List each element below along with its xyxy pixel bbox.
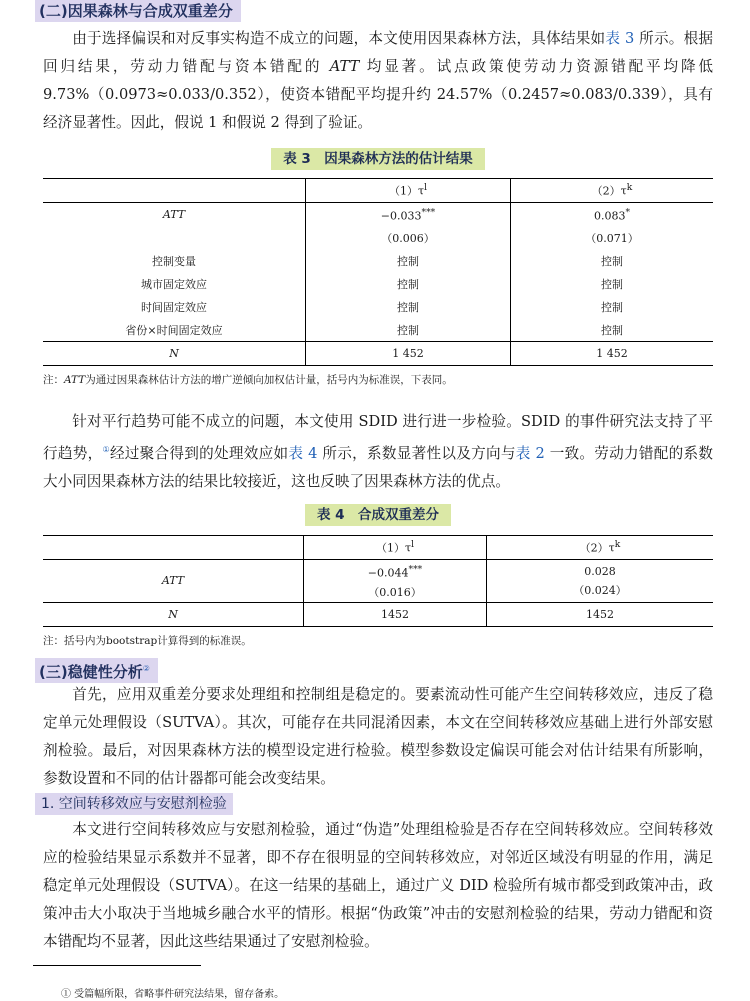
table-row: N 1 452 1 452 (43, 342, 713, 366)
column-header: $(1)\tau^l$ (306, 179, 511, 203)
table2-ref-link[interactable]: 表 2 (515, 444, 545, 462)
section-heading-robustness: (三)稳健性分析② (35, 658, 158, 683)
paragraph-robustness: 首先，应用双重差分要求处理组和控制组是稳定的。要素流动性可能产生空间转移效应，违反了稳定单元处理假设（SUTVA）。其次，可能存在共同混淆因素，本文在空间转移效应基础上进行外部安慰剂检验。最后，对因果森林方法的模型设定进行检验。模型参数设定偏误可能会对估计结果有所影响，参数设置和不同的估计器都可能会改变结果。 (43, 686, 713, 787)
table-header-row (43, 179, 713, 203)
table3 (43, 178, 713, 366)
table4-caption: 表 4 合成双重差分 (305, 504, 451, 526)
footnote-ref-1[interactable]: ① (102, 445, 110, 454)
paragraph-causal-forest-results: 由于选择偏误和对反事实构造不成立的问题，本文使用因果森林方法，具体结果如表 3 所示。根据回归结果，劳动力错配与资本错配的 ATT 均显著。试点政策使劳动力资源错配平均降低 9.73%（0.0973≈0.033/0.352），使资本错配平均提升约 24.57%（0.2457≈0.083/0.339），具有经济显著性。因此，假说 1 和假说 2 得到了验证。 (43, 30, 713, 131)
table-row: ATT −0.033*** 0.083* (43, 203, 713, 227)
table-row: 控制变量 控制 控制 (43, 249, 713, 272)
table-row: 省份×时间固定效应 控制 控制 (43, 318, 713, 342)
column-header: $(2)\tau^k$ (487, 536, 714, 560)
table4 (43, 535, 713, 627)
table4-note: 注：括号内为bootstrap计算得到的标准误。 (43, 634, 252, 647)
table-row: 时间固定效应 控制 控制 (43, 295, 713, 318)
table-header-row (43, 536, 713, 560)
section-heading-causal-forest: (二)因果森林与合成双重差分 (35, 0, 241, 22)
paragraph-sdid: 针对平行趋势可能不成立的问题，本文使用 SDID 进行进一步检验。SDID 的事件研究法支持了平行趋势，①经过聚合得到的处理效应如表 4 所示，系数显著性以及方向与表 2 一致。劳动力错配的系数大小同因果森林方法的结果比较接近，这也反映了因果森林方法的优点。 (43, 413, 713, 490)
table-row: 城市固定效应 控制 控制 (43, 272, 713, 295)
table-row: N 1452 1452 (43, 602, 713, 626)
table3-caption: 表 3 因果森林方法的估计结果 (271, 148, 485, 170)
column-header: $(1)\tau^l$ (304, 536, 487, 560)
footnote: ① 受篇幅所限，省略事件研究法结果，留存备索。 (61, 989, 285, 1000)
subsection-heading-placebo: 1. 空间转移效应与安慰剂检验 (35, 793, 233, 815)
column-header: $(2)\tau^k$ (511, 179, 714, 203)
table-row: （0.006） （0.071） (43, 226, 713, 249)
table3-note: 注：ATT为通过因果森林估计方法的增广逆倾向加权估计量，括号内为标准误，下表同。 (43, 374, 453, 386)
footnote-divider (33, 965, 201, 966)
table-row: ATT −0.044*** （0.016） 0.028 （0.024） (43, 560, 713, 603)
footnote-ref-2[interactable]: ② (142, 664, 150, 673)
paragraph-placebo: 本文进行空间转移效应与安慰剂检验，通过“伪造”处理组检验是否存在空间转移效应。空间转移效应的检验结果显示系数并不显著，即不存在很明显的空间转移效应，对邻近区域没有明显的作用，满足稳定单元处理假设（SUTVA）。在这一结果的基础上，通过广义 DID 检验所有城市都受到政策冲击，政策冲击大小取决于当地城乡融合水平的情形。根据“伪政策”冲击的安慰剂检验的结果，劳动力错配和资本错配均不显著，因此这些结果通过了安慰剂检验。 (43, 821, 713, 950)
table3-ref-link[interactable]: 表 3 (605, 30, 635, 47)
table4-ref-link[interactable]: 表 4 (288, 444, 318, 462)
